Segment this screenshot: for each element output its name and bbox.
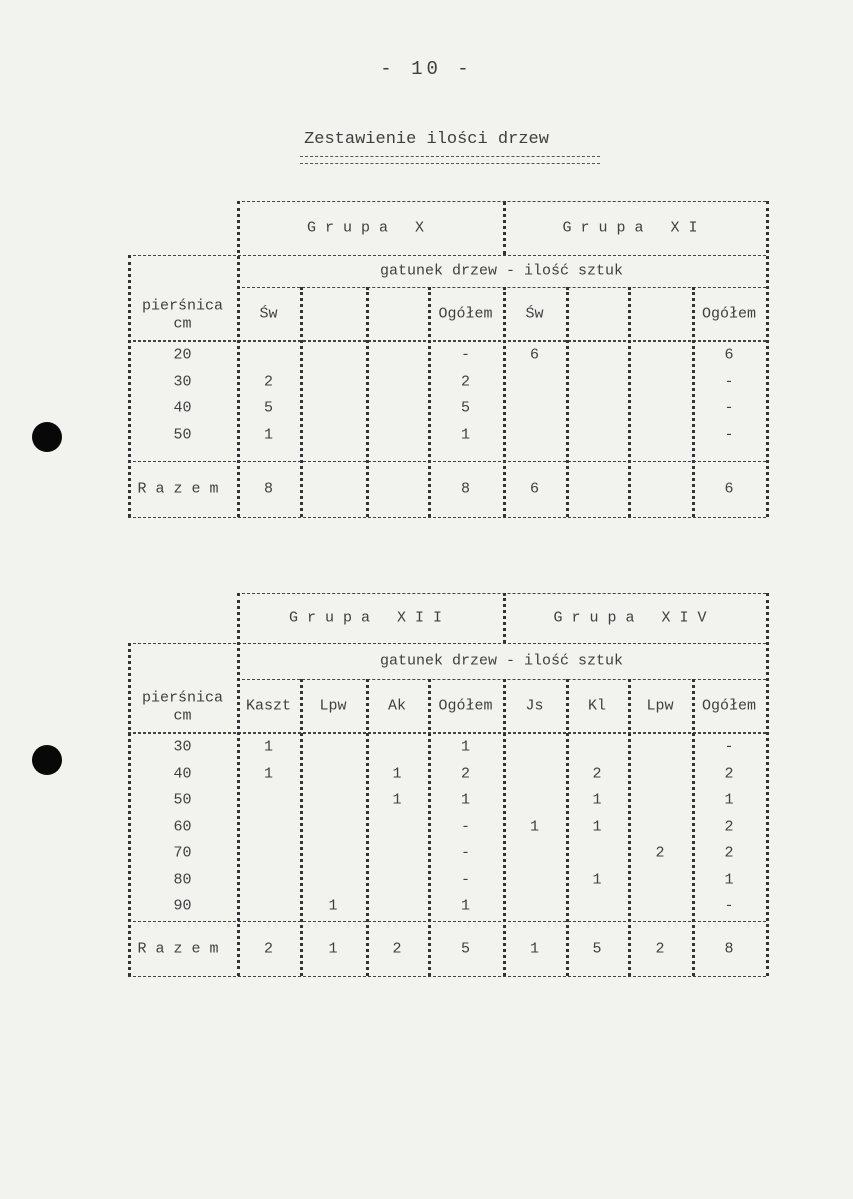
table-cell: 1 bbox=[263, 738, 274, 756]
rule-body bbox=[128, 341, 766, 342]
table-cell: - bbox=[724, 897, 734, 915]
table-cell: 2 bbox=[724, 818, 734, 835]
total-cell: 2 bbox=[392, 940, 402, 957]
group-header: Grupa X bbox=[306, 219, 434, 237]
diameter-value: 80 bbox=[173, 871, 192, 888]
group-header: Grupa XI bbox=[562, 219, 707, 237]
diameter-value: 40 bbox=[173, 399, 192, 417]
table-cell: 1 bbox=[724, 871, 734, 888]
total-cell: 6 bbox=[724, 480, 734, 498]
col-separator bbox=[300, 679, 303, 976]
table-cell: 2 bbox=[263, 373, 274, 390]
document-title: Zestawienie ilości drzew bbox=[304, 130, 549, 149]
col-separator bbox=[766, 201, 769, 517]
table-cell: 1 bbox=[592, 871, 602, 888]
total-cell: 5 bbox=[592, 940, 602, 957]
table-cell: 1 bbox=[392, 791, 402, 809]
total-label: Razem bbox=[137, 940, 228, 957]
rule-group bbox=[128, 643, 766, 644]
diameter-unit: cm bbox=[173, 315, 192, 332]
diameter-value: 90 bbox=[173, 897, 192, 915]
col-separator bbox=[628, 679, 631, 976]
col-separator bbox=[628, 287, 631, 517]
table-cell: 1 bbox=[460, 897, 471, 915]
col-separator bbox=[503, 287, 506, 517]
total-cell: 8 bbox=[460, 480, 471, 498]
rule-bottom bbox=[128, 976, 766, 977]
table-cell: 1 bbox=[460, 738, 471, 756]
diameter-value: 20 bbox=[173, 346, 192, 364]
table-cell: 1 bbox=[392, 765, 402, 782]
rule-bottom bbox=[128, 517, 766, 518]
table-cell: 1 bbox=[328, 897, 338, 915]
rule-top bbox=[237, 201, 766, 202]
col-separator bbox=[300, 287, 303, 517]
col-separator bbox=[366, 287, 369, 517]
table-cell: 1 bbox=[529, 818, 540, 835]
diameter-value: 40 bbox=[173, 765, 192, 782]
table-cell: - bbox=[460, 844, 471, 862]
diameter-label: pierśnica bbox=[141, 689, 224, 706]
diameter-value: 50 bbox=[173, 791, 192, 809]
diameter-value: 50 bbox=[173, 426, 192, 443]
species-header: Ogółem bbox=[701, 697, 757, 714]
punch-hole-top bbox=[32, 422, 62, 452]
col-separator bbox=[237, 201, 240, 517]
table-cell: 2 bbox=[724, 844, 734, 862]
col-separator bbox=[128, 255, 131, 517]
rule-total bbox=[128, 921, 766, 922]
table-cell: 1 bbox=[263, 765, 274, 782]
table-cell: - bbox=[460, 871, 471, 888]
species-header: Kl bbox=[587, 697, 607, 714]
total-cell: 5 bbox=[460, 940, 471, 957]
table-cell: - bbox=[724, 399, 734, 417]
species-header: Js bbox=[525, 697, 544, 714]
table-cell: 5 bbox=[460, 399, 471, 417]
diameter-unit: cm bbox=[173, 707, 192, 724]
species-header: Św bbox=[525, 305, 544, 322]
rule-group bbox=[128, 255, 766, 256]
table-cell: 5 bbox=[263, 399, 274, 417]
total-cell: 1 bbox=[328, 940, 338, 957]
rule-subheader bbox=[237, 287, 766, 288]
col-separator bbox=[503, 679, 506, 976]
table-cell: 1 bbox=[592, 791, 602, 809]
title-underline bbox=[300, 156, 600, 164]
table-cell: - bbox=[724, 373, 734, 390]
total-cell: 2 bbox=[655, 940, 665, 957]
species-header: Ak bbox=[387, 697, 407, 714]
col-separator bbox=[766, 593, 769, 976]
rule-total bbox=[128, 461, 766, 462]
table-cell: - bbox=[724, 738, 734, 756]
total-cell: 8 bbox=[263, 480, 274, 498]
diameter-label: pierśnica bbox=[141, 297, 224, 314]
col-separator bbox=[503, 201, 506, 255]
total-cell: 6 bbox=[529, 480, 540, 498]
table-cell: 2 bbox=[724, 765, 734, 782]
rule-subheader bbox=[237, 679, 766, 680]
total-cell: 1 bbox=[529, 940, 540, 957]
table-cell: 6 bbox=[724, 346, 734, 364]
table-cell: 2 bbox=[655, 844, 665, 862]
table-cell: - bbox=[460, 818, 471, 835]
table-cell: 1 bbox=[263, 426, 274, 443]
col-separator bbox=[692, 287, 695, 517]
species-header: Lpw bbox=[319, 697, 347, 714]
diameter-value: 60 bbox=[173, 818, 192, 835]
table-cell: 1 bbox=[460, 426, 471, 443]
table-cell: 6 bbox=[529, 346, 540, 364]
col-separator bbox=[428, 679, 431, 976]
col-separator bbox=[692, 679, 695, 976]
diameter-value: 30 bbox=[173, 373, 192, 390]
subheader: gatunek drzew - ilość sztuk bbox=[379, 262, 624, 280]
total-cell: 2 bbox=[263, 940, 274, 957]
species-header: Lpw bbox=[646, 697, 674, 714]
table-cell: 2 bbox=[460, 765, 471, 782]
col-separator bbox=[237, 593, 240, 976]
col-separator bbox=[128, 643, 131, 976]
col-separator bbox=[566, 679, 569, 976]
table-cell: 1 bbox=[460, 791, 471, 809]
punch-hole-bottom bbox=[32, 745, 62, 775]
rule-top bbox=[237, 593, 766, 594]
total-cell: 8 bbox=[724, 940, 734, 957]
table-cell: 2 bbox=[460, 373, 471, 390]
species-header: Ogółem bbox=[438, 305, 493, 322]
col-separator bbox=[503, 593, 506, 643]
species-header: Św bbox=[259, 305, 278, 322]
subheader: gatunek drzew - ilość sztuk bbox=[379, 652, 624, 670]
species-header: Kaszt bbox=[245, 697, 292, 714]
diameter-value: 70 bbox=[173, 844, 192, 862]
rule-body bbox=[128, 733, 766, 734]
total-label: Razem bbox=[137, 480, 228, 498]
table-cell: 2 bbox=[592, 765, 602, 782]
group-header: Grupa XII bbox=[288, 609, 452, 627]
page-number: - 10 - bbox=[380, 58, 473, 80]
table-cell: - bbox=[724, 426, 734, 443]
species-header: Ogółem bbox=[701, 305, 757, 322]
col-separator bbox=[366, 679, 369, 976]
col-separator bbox=[428, 287, 431, 517]
group-header: Grupa XIV bbox=[553, 609, 716, 627]
table-cell: 1 bbox=[592, 818, 602, 835]
table-cell: - bbox=[460, 346, 471, 364]
col-separator bbox=[566, 287, 569, 517]
table-cell: 1 bbox=[724, 791, 734, 809]
diameter-value: 30 bbox=[173, 738, 192, 756]
species-header: Ogółem bbox=[438, 697, 493, 714]
